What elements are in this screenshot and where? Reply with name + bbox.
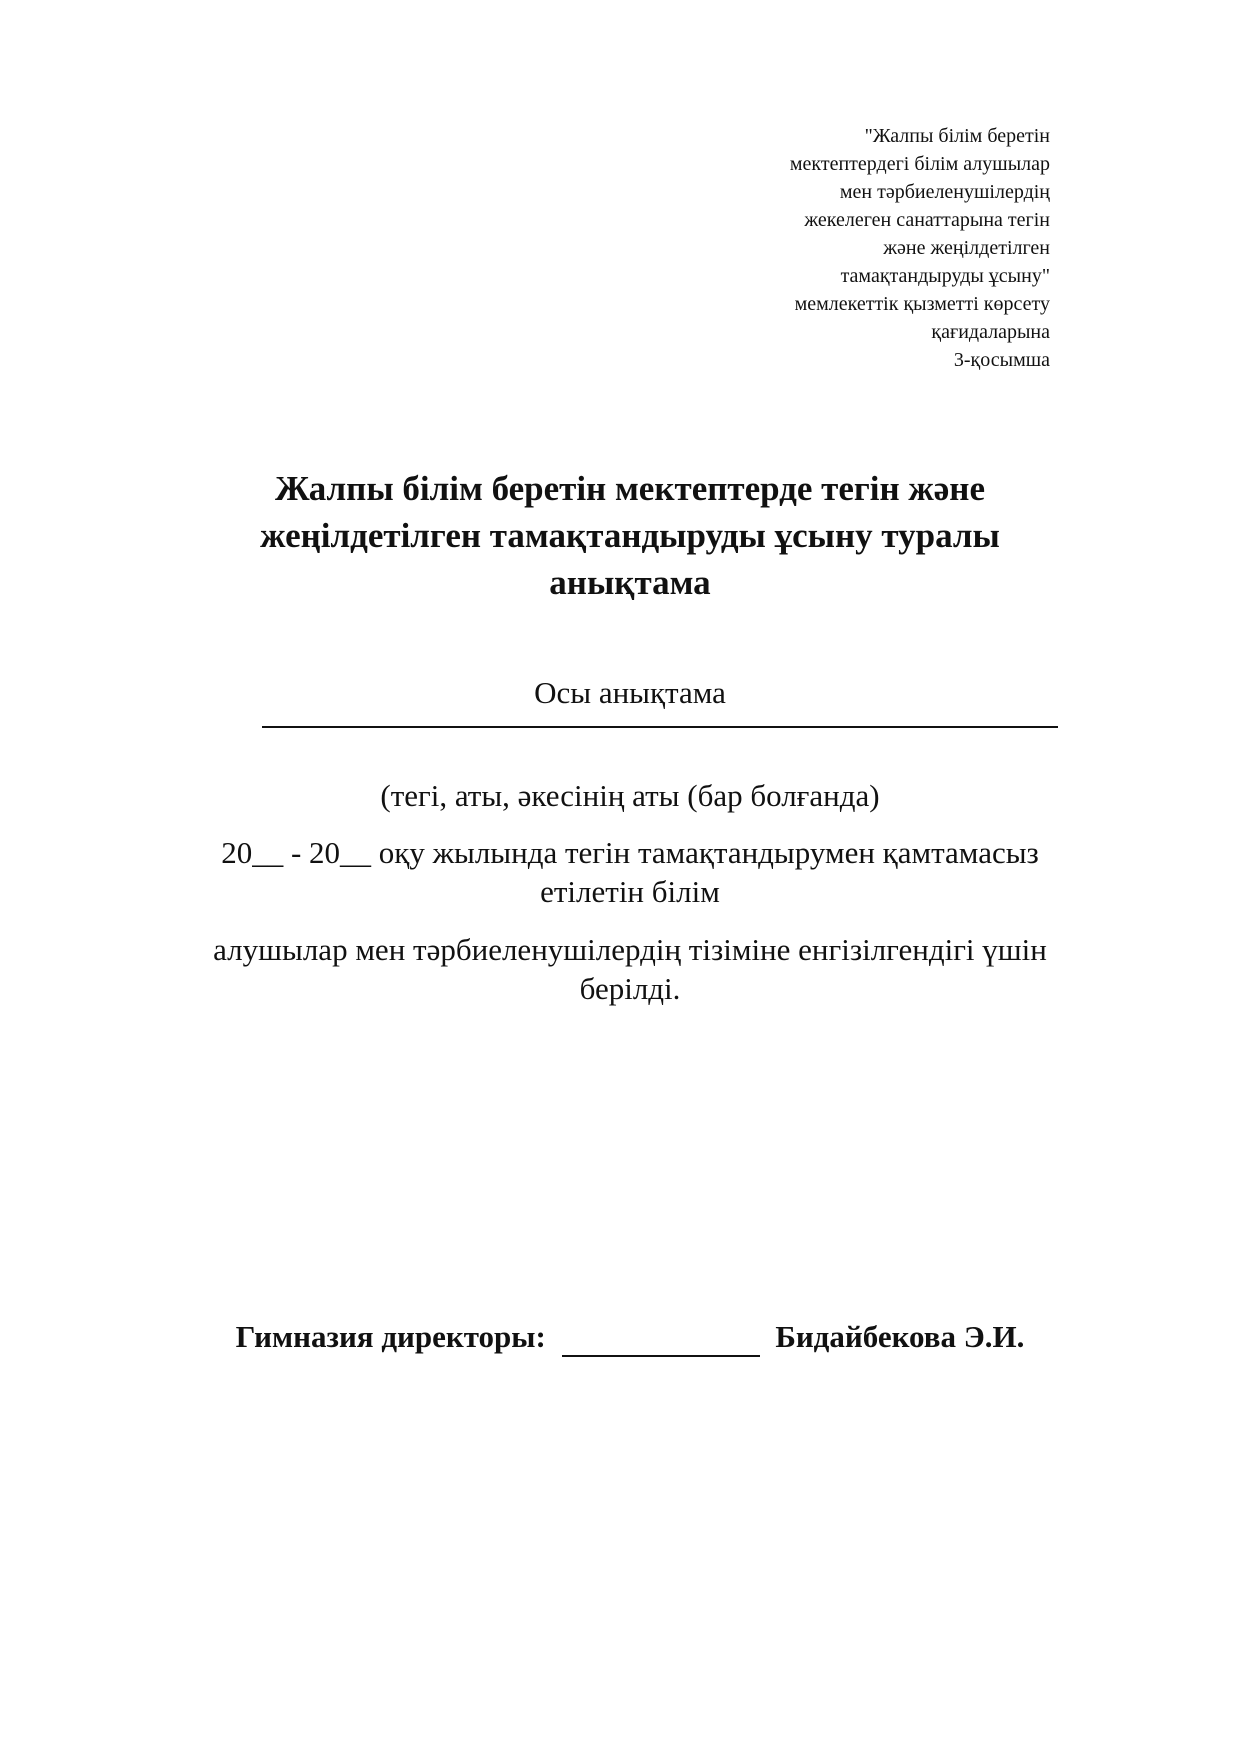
title-line: Жалпы білім беретін мектептерде тегін және xyxy=(274,469,986,508)
director-role-label: Гимназия директоры: xyxy=(235,1319,546,1354)
list-inclusion-line: алушылар мен тәрбиеленушілердің тізіміне енгізілгендігі үшін xyxy=(213,932,1047,967)
intro-text: Осы анықтама xyxy=(534,675,726,710)
document-title xyxy=(200,465,1060,606)
appendix-line: қағидаларына xyxy=(931,321,1050,343)
appendix-line: мемлекеттік қызметті көрсету xyxy=(794,293,1050,315)
school-year-line-continued: етілетін білім xyxy=(540,874,720,909)
title-line: анықтама xyxy=(549,563,711,602)
director-name: Бидайбекова Э.И. xyxy=(775,1319,1025,1354)
appendix-line: мектептердегі білім алушылар xyxy=(789,153,1050,175)
name-hint-text: (тегі, аты, әкесінің аты (бар болғанда) xyxy=(380,778,880,813)
title-line: жеңілдетілген тамақтандыруды ұсыну туралы xyxy=(260,516,1000,555)
list-inclusion-statement xyxy=(200,930,1060,1008)
student-name-field[interactable] xyxy=(262,726,1058,728)
appendix-line: жекелеген санаттарына тегін xyxy=(804,209,1050,231)
appendix-reference xyxy=(630,122,1050,374)
appendix-number: 3-қосымша xyxy=(953,349,1050,371)
signature-block xyxy=(200,1317,1060,1357)
school-year-statement xyxy=(200,833,1060,911)
signature-line[interactable] xyxy=(562,1325,760,1357)
appendix-line: және жеңілдетілген xyxy=(883,237,1050,259)
school-year-line: 20__ - 20__ оқу жылында тегін тамақтандырумен қамтамасыз xyxy=(221,835,1039,870)
appendix-line: "Жалпы білім беретін xyxy=(864,125,1050,147)
issued-text: берілді. xyxy=(579,971,681,1006)
appendix-line: тамақтандыруды ұсыну" xyxy=(840,265,1050,287)
appendix-line: мен тәрбиеленушілердің xyxy=(839,181,1050,203)
